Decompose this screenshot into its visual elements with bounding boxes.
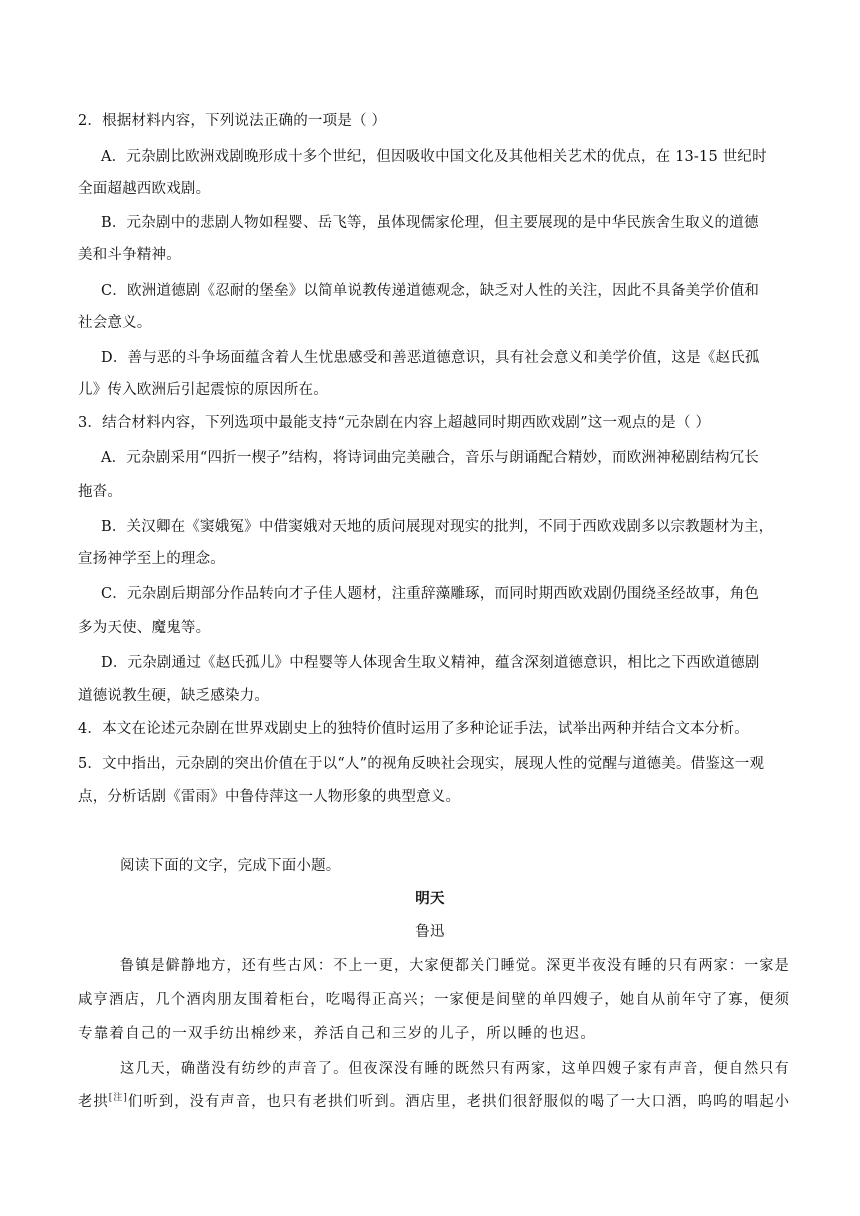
passage-p1-line2: 咸亨酒店，几个酒肉朋友围着柜台，吃喝得正高兴；一家便是间壁的单四嫂子，她自从前年守了寡，便须	[78, 992, 791, 1008]
q2-option-a-line1: A．元杂剧比欧洲戏剧晚形成十多个世纪，但因吸收中国文化及其他相关艺术的优点，在 13-15 世纪时	[101, 149, 767, 165]
question-5-line1: 5．文中指出，元杂剧的突出价值在于以“人”的视角反映社会现实，展现人性的觉醒与道德美。借鉴这一观	[78, 756, 765, 772]
q2-option-b-line2: 美和斗争精神。	[78, 247, 181, 263]
q3-option-d-line2: 道德说教生硬，缺乏感染力。	[78, 688, 270, 704]
q2-option-d-line1: D．善与恶的斗争场面蕴含着人生忧患感受和善恶道德意识，具有社会意义和美学价值，这是《赵氏孤	[101, 350, 760, 366]
q2-option-d-line2: 儿》传入欧洲后引起震惊的原因所在。	[78, 382, 328, 398]
q3-option-a-line1: A．元杂剧采用“四折一楔子”结构，将诗词曲完美融合，音乐与朗诵配合精妙，而欧洲神秘剧结构冗长	[101, 450, 759, 466]
passage-text: 们听到，没有声音，也只有老拱们听到。酒店里，老拱们很舒服似的喝了一大口酒，呜呜的唱起小	[128, 1094, 791, 1110]
passage-p2-line1: 这几天，确凿没有纺纱的声音了。但夜深没有睡的既然只有两家，这单四嫂子家有声音，便自然只有	[120, 1061, 790, 1077]
question-2-stem: 2．根据材料内容，下列说法正确的一项是（ ）	[78, 113, 387, 129]
question-3-stem: 3．结合材料内容，下列选项中最能支持“元杂剧在内容上超越同时期西欧戏剧”这一观点的是（ ）	[78, 415, 711, 431]
passage-author: 鲁迅	[415, 924, 445, 940]
q3-option-a-line2: 拖沓。	[78, 484, 123, 500]
reading-instruction: 阅读下面的文字，完成下面小题。	[120, 858, 341, 874]
q2-option-c-line2: 社会意义。	[78, 315, 152, 331]
footnote-marker: [注]	[108, 1093, 129, 1103]
q3-option-d-line1: D．元杂剧通过《赵氏孤儿》中程婴等人体现舍生取义精神，蕴含深刻道德意识，相比之下西欧道德剧	[101, 655, 760, 671]
q3-option-c-line1: C．元杂剧后期部分作品转向才子佳人题材，注重辞藻雕琢，而同时期西欧戏剧仍围绕圣经故事，角色	[101, 586, 760, 602]
question-4: 4．本文在论述元杂剧在世界戏剧史上的独特价值时运用了多种论证手法，试举出两种并结合文本分析。	[78, 721, 749, 737]
q3-option-b-line2: 宣扬神学至上的理念。	[78, 551, 225, 567]
passage-title: 明天	[415, 890, 445, 907]
q3-option-b-line1: B．关汉卿在《窦娥冤》中借窦娥对天地的质问展现对现实的批判，不同于西欧戏剧多以宗教题材为主，	[101, 519, 774, 535]
q2-option-a-line2: 全面超越西欧戏剧。	[78, 181, 211, 197]
q3-option-c-line2: 多为天使、魔鬼等。	[78, 620, 211, 636]
q2-option-c-line1: C．欧洲道德剧《忍耐的堡垒》以简单说教传递道德观念，缺乏对人性的关注，因此不具备美学价值和	[101, 283, 760, 299]
passage-p1-line1: 鲁镇是僻静地方，还有些古风：不上一更，大家便都关门睡觉。深更半夜没有睡的只有两家：一家是	[120, 958, 790, 974]
q2-option-b-line1: B．元杂剧中的悲剧人物如程婴、岳飞等，虽体现儒家伦理，但主要展现的是中华民族舍生取义的道德	[101, 215, 759, 231]
passage-p1-line3: 专靠着自己的一双手纺出棉纱来，养活自己和三岁的儿子，所以睡的也迟。	[78, 1026, 597, 1042]
question-5-line2: 点，分析话剧《雷雨》中鲁侍萍这一人物形象的典型意义。	[78, 789, 461, 805]
passage-p2-line2	[78, 1092, 790, 1112]
passage-text: 老拱	[78, 1094, 109, 1110]
